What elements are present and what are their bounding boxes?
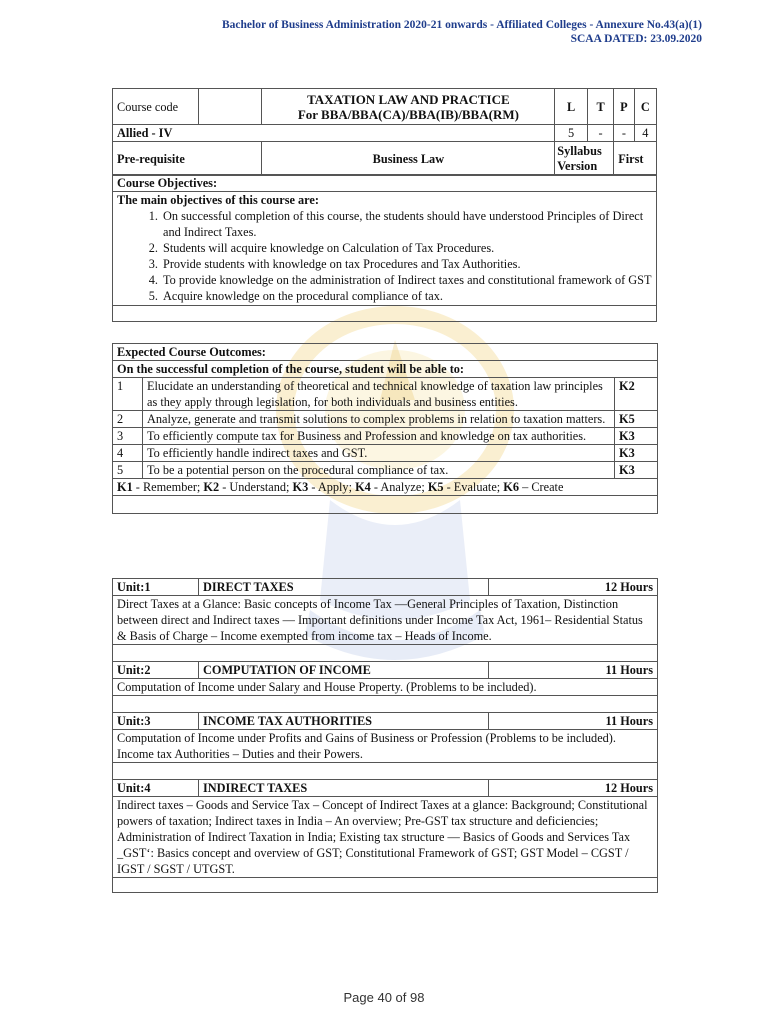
objective-item: 1. On successful completion of this course, the students should have understood Principles of Direct and Indirect Taxes.	[161, 208, 652, 240]
objective-item: 2. Students will acquire knowledge on Calculation of Tax Procedures.	[161, 240, 652, 256]
unit-header-row	[113, 780, 658, 797]
outcome-number: 2	[113, 411, 143, 428]
outcome-number: 3	[113, 428, 143, 445]
objective-item: 3. Provide students with knowledge on tax Procedures and Tax Authorities.	[161, 256, 652, 272]
outcome-text: Elucidate an understanding of theoretical and technical knowledge of taxation law principles as they apply through legislation, for both individuals and business entities.	[143, 378, 615, 411]
outcome-level: K2	[615, 378, 658, 411]
outcome-number: 4	[113, 445, 143, 462]
course-category: Allied - IV	[113, 125, 555, 142]
L-value: 5	[555, 125, 588, 142]
legend-key: K4	[355, 480, 371, 494]
P-header: P	[614, 89, 634, 125]
objectives-intro: The main objectives of this course are:	[117, 193, 319, 207]
unit-title: COMPUTATION OF INCOME	[199, 662, 489, 679]
units-table	[112, 578, 658, 893]
T-header: T	[587, 89, 613, 125]
unit-content: Computation of Income under Salary and House Property. (Problems to be included).	[113, 679, 658, 696]
outcome-row	[113, 462, 658, 479]
C-header: C	[634, 89, 656, 125]
spacer-row	[113, 306, 657, 322]
spacer-row	[113, 696, 658, 713]
legend-text: - Understand;	[219, 480, 293, 494]
objective-item: 4. To provide knowledge on the administration of Indirect taxes and constitutional framework of GST	[161, 272, 652, 288]
course-code-label: Course code	[113, 89, 199, 125]
L-header: L	[555, 89, 588, 125]
header-line-1: Bachelor of Business Administration 2020-21 onwards - Affiliated Colleges - Annexure No.43(a)(1)	[221, 19, 702, 31]
syllabus-version-label	[555, 142, 614, 176]
outcome-text: To efficiently handle indirect taxes and GST.	[143, 445, 615, 462]
outcome-row	[113, 411, 658, 428]
legend-key: K3	[292, 480, 309, 494]
unit-content: Computation of Income under Profits and Gains of Business or Profession (Problems to be included). Income tax Authorities – Duties and their Powers.	[113, 730, 658, 763]
legend-key: K6	[503, 480, 520, 494]
objectives-heading: Course Objectives:	[113, 175, 657, 192]
unit-hours: 11 Hours	[489, 662, 658, 679]
legend-text: – Create	[519, 480, 564, 494]
unit-label: Unit:3	[113, 713, 199, 730]
outcome-row	[113, 378, 658, 411]
unit-header-row	[113, 579, 658, 596]
spacer-row	[113, 645, 658, 662]
unit-hours: 12 Hours	[489, 579, 658, 596]
outcomes-heading: Expected Course Outcomes:	[113, 344, 658, 361]
objectives-list	[117, 208, 652, 304]
unit-header-row	[113, 662, 658, 679]
unit-title: INCOME TAX AUTHORITIES	[199, 713, 489, 730]
outcome-number: 5	[113, 462, 143, 479]
objective-item: 5. Acquire knowledge on the procedural compliance of tax.	[161, 288, 652, 304]
outcome-level: K3	[615, 428, 658, 445]
outcome-level: K3	[615, 445, 658, 462]
spacer-row	[113, 496, 658, 514]
unit-content: Indirect taxes – Goods and Service Tax – Concept of Indirect Taxes at a glance: Background; Constitutional powers of taxation; Indirect taxes in India – An overview; Pre-GST tax structure and deficiencies; Administration of Indirect Taxation in India; Existing tax structure — Basics of Goods and Services Tax _GST‘: Basics concept and overview of GST; Constitutional Framework of GST; GST Model – CGST / IGST / SGST / UTGST.	[113, 797, 658, 878]
document-header	[222, 18, 702, 46]
k-level-legend	[113, 479, 658, 496]
C-value: 4	[634, 125, 656, 142]
outcome-number: 1	[113, 378, 143, 411]
syllabus-label: Syllabus	[557, 143, 602, 158]
legend-key: K2	[203, 480, 220, 494]
outcomes-intro: On the successful completion of the course, student will be able to:	[113, 361, 658, 378]
course-title-line-2: For BBA/BBA(CA)/BBA(IB)/BBA(RM)	[297, 106, 519, 122]
P-value: -	[614, 125, 634, 142]
outcome-level: K5	[615, 411, 658, 428]
unit-header-row	[113, 713, 658, 730]
outcome-row	[113, 428, 658, 445]
course-title-line-1: TAXATION LAW AND PRACTICE	[307, 91, 510, 107]
page-number: Page 40 of 98	[343, 990, 425, 1005]
unit-title: INDIRECT TAXES	[199, 780, 489, 797]
T-value: -	[587, 125, 613, 142]
spacer-row	[113, 763, 658, 780]
unit-hours: 12 Hours	[489, 780, 658, 797]
legend-text: - Apply;	[308, 480, 356, 494]
spacer-row	[113, 878, 658, 893]
unit-hours: 11 Hours	[489, 713, 658, 730]
legend-text: - Remember;	[132, 480, 204, 494]
legend-key: K5	[427, 480, 444, 494]
prerequisite-value: Business Law	[262, 142, 555, 176]
legend-key: K1	[117, 480, 133, 494]
version-label: Version	[557, 158, 598, 173]
outcome-row	[113, 445, 658, 462]
outcome-text: Analyze, generate and transmit solutions to complex problems in relation to taxation matters.	[143, 411, 615, 428]
course-title	[262, 89, 555, 125]
course-code-value	[199, 89, 262, 125]
legend-text: - Evaluate;	[443, 480, 504, 494]
outcomes-table	[112, 343, 658, 514]
syllabus-version-value: First	[614, 142, 657, 176]
unit-label: Unit:1	[113, 579, 199, 596]
unit-title: DIRECT TAXES	[199, 579, 489, 596]
unit-label: Unit:4	[113, 780, 199, 797]
outcome-text: To efficiently compute tax for Business and Profession and knowledge on tax authorities.	[143, 428, 615, 445]
unit-content: Direct Taxes at a Glance: Basic concepts of Income Tax —General Principles of Taxation, Distinction between direct and Indirect taxes — Important definitions under Income Tax Act, 1961– Residential Status & Basis of Charge – Income exempted from income tax – Heads of Income.	[113, 596, 658, 645]
outcome-level: K3	[615, 462, 658, 479]
unit-label: Unit:2	[113, 662, 199, 679]
course-info-table	[112, 88, 657, 176]
header-line-2: SCAA DATED: 23.09.2020	[570, 33, 702, 45]
legend-text: - Analyze;	[370, 480, 428, 494]
prerequisite-label: Pre-requisite	[113, 142, 262, 176]
outcome-text: To be a potential person on the procedural compliance of tax.	[143, 462, 615, 479]
objectives-table	[112, 174, 657, 322]
